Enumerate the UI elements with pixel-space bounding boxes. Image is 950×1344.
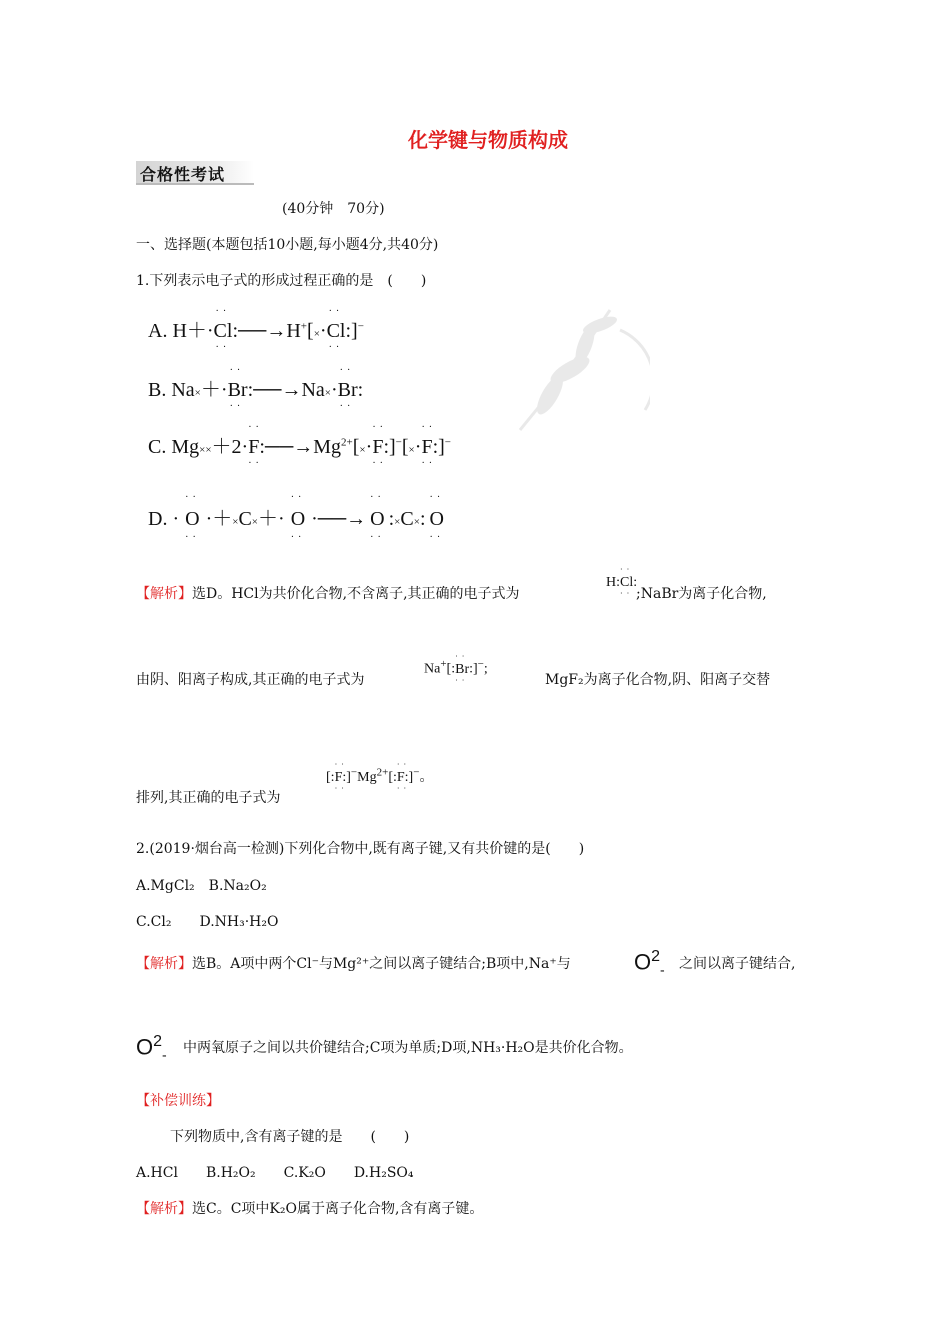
nabr-electron-formula: Na+[: ·· Br ·· :]−; — [424, 651, 488, 685]
section-badge-label: 合格性考试 — [140, 165, 226, 184]
peroxide-ion-symbol-2: $O^2_-$ — [136, 1033, 167, 1063]
supplement-analysis: 【解析】选C。C项中K₂O属于离子化合物,含有离子键。 — [136, 1201, 484, 1217]
q1-analysis-line3: 排列,其正确的电子式为 — [136, 790, 281, 806]
q1-analysis-line2b: MgF₂为离子化合物,阴、阳离子交替 — [545, 672, 771, 688]
mgf2-electron-formula: [: ·· F ·· $:]^-Mg^{2+}$[: ·· F ·· :]−。 — [326, 760, 434, 793]
analysis-label: 【解析】 — [136, 1201, 192, 1217]
q1-analysis-line1: 【解析】选D。HCl为共价化合物,不含离子,其正确的电子式为 — [136, 586, 520, 602]
part-header: 一、选择题(本题包括10小题,每小题4分,共40分) — [136, 237, 439, 253]
q2-analysis-line2: 中两氧原子之间以共价键结合;C项为单质;D项,NH₃·H₂O是共价化合物。 — [183, 1040, 633, 1056]
time-score: (40分钟 70分) — [282, 201, 385, 217]
hcl-electron-formula: H: ·· Cl ·· : — [606, 565, 638, 598]
supplement-stem: 下列物质中,含有离子键的是 ( ) — [170, 1129, 410, 1145]
q2-stem: 2.(2019·烟台高一检测)下列化合物中,既有离子键,又有共价键的是( ) — [136, 841, 585, 857]
analysis-label: 【解析】 — [136, 586, 192, 602]
page-title: 化学键与物质构成 — [408, 128, 568, 152]
supplement-options: A.HCl B.H₂O₂ C.K₂O D.H₂SO₄ — [136, 1165, 414, 1181]
q2-options-ab: A.MgCl₂ B.Na₂O₂ — [136, 878, 267, 894]
section-badge — [136, 161, 254, 185]
q1-option-b: B. Na×＋· ·· Br ·· :──→Na×· ·· Br ·· : — [148, 365, 364, 412]
q1-option-d: D. · ·· O ·· ·＋×C×＋· ·· O ·· ·──→ ·· O ·· :×C×: ·· O ·· — [148, 492, 445, 543]
q1-analysis-line1b: ;NaBr为离子化合物, — [636, 586, 767, 602]
peroxide-ion-symbol: $O^2_-$ — [634, 948, 665, 978]
q2-analysis-line1b: 之间以离子键结合, — [679, 956, 796, 972]
q1-stem: 1.下列表示电子式的形成过程正确的是 ( ) — [136, 273, 427, 289]
q1-option-c: C. Mg××＋2· ·· F ·· $:──\to Mg^{2+}[\times\cdot$ ·· F ·· :]−[×· ·· F ·· :]− — [148, 422, 451, 469]
q1-analysis-line2: 由阴、阳离子构成,其正确的电子式为 — [136, 672, 365, 688]
supplement-label: 【补偿训练】 — [136, 1093, 220, 1109]
analysis-label: 【解析】 — [136, 956, 192, 972]
q2-options-cd: C.Cl₂ D.NH₃·H₂O — [136, 914, 279, 930]
q1-option-a: A. H＋· ·· Cl ·· :──→H+[×· ·· Cl ·· :]− — [148, 306, 364, 353]
leaf-watermark-icon — [500, 300, 650, 440]
q2-analysis-line1: 【解析】选B。A项中两个Cl⁻与Mg²⁺之间以离子键结合;B项中,Na⁺与 — [136, 956, 571, 972]
